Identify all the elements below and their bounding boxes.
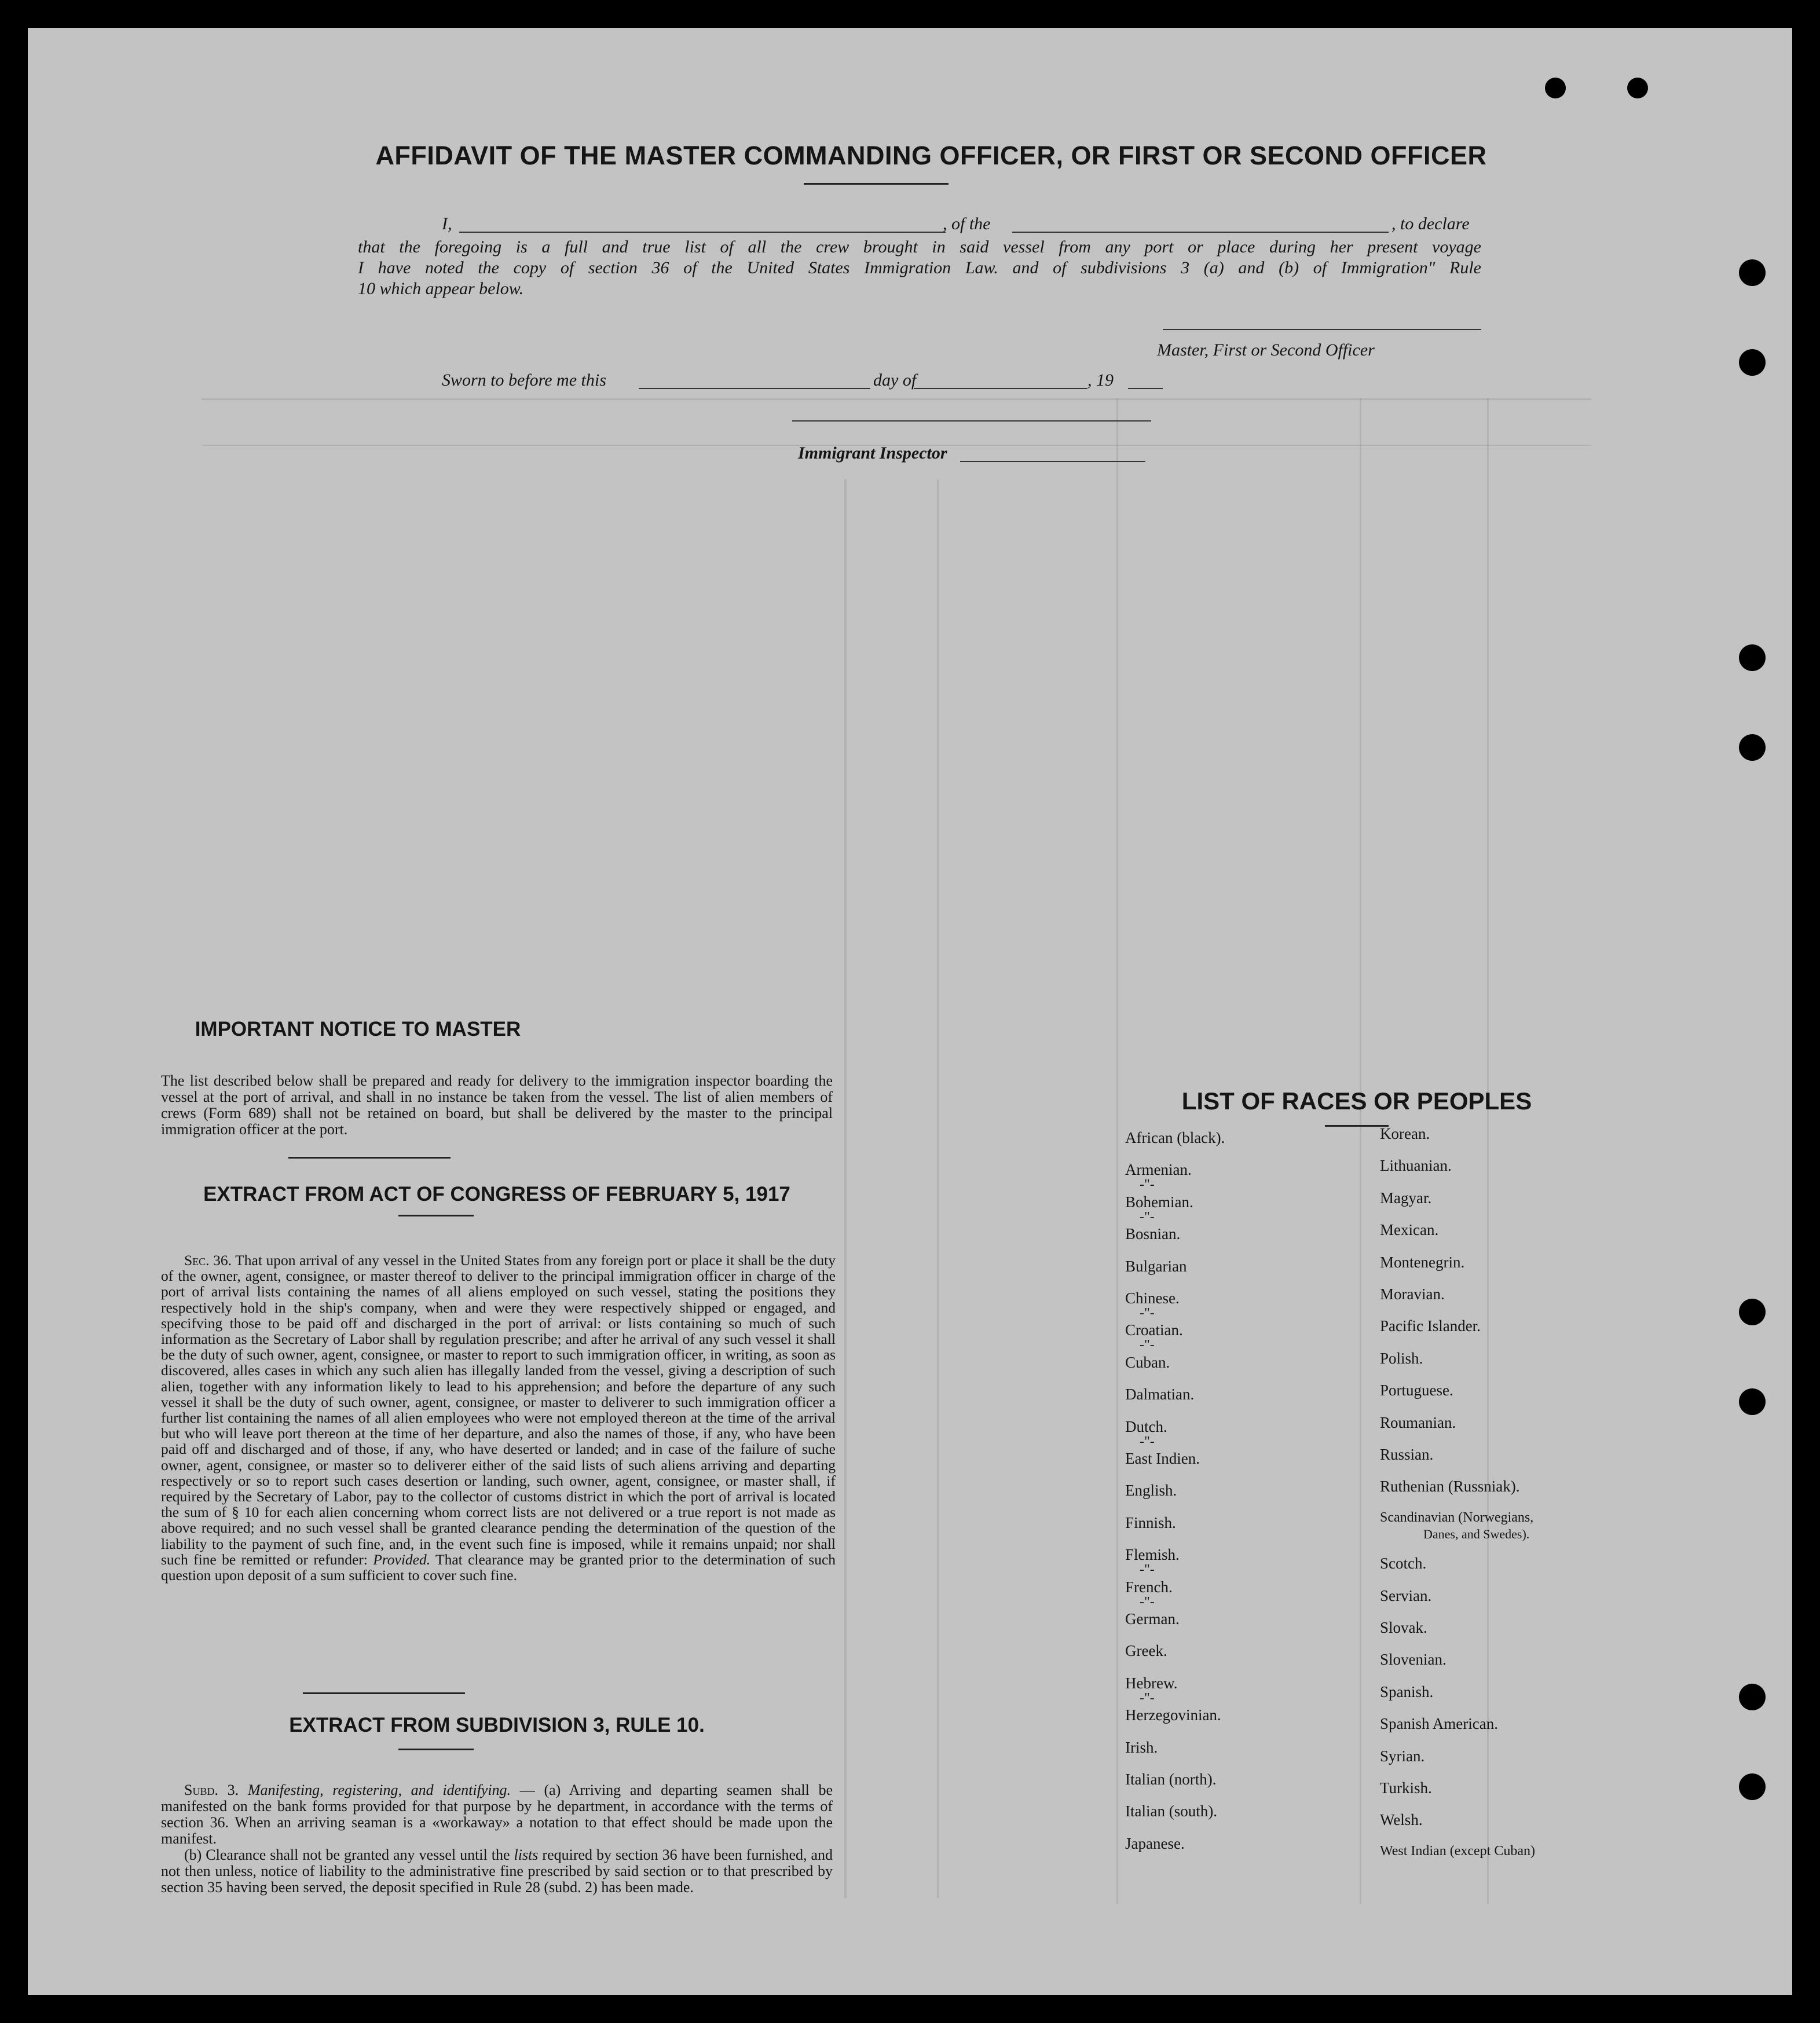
race-item: Slovenian. <box>1380 1651 1447 1669</box>
race-item-continuation: Danes, and Swedes). <box>1423 1526 1530 1541</box>
signature-line <box>1163 329 1481 330</box>
race-item: Mexican. <box>1380 1221 1439 1239</box>
sec-36-body: That upon arrival of any vessel in the United States from any foreign port or place it shall be the duty of the owner, agent, consignee, or master thereof to deliver to the principal immigration officer in charge of the port of arrival lists containing the names of all aliens employed on such vessel, stating the positions they respectively hold in the ship's company, when and were they were respectively shipped or engaged, and specifving those to be paid off and discharged in the port of arrival: or lists containing so much of such information as the Secretary of Labor shall by regulation prescribe; and after he arrival of any such vessel it shall be the duty of such owner, agent, consignee, or master to report to such immigration officer, in writing, as soon as discovered, alles cases in which any such alien has illegally landed from the vessel, giving a description of such alien, together with any information likely to lead to his apprehension; and before the departure of any such vessel it shall be the duty of such owner, agent, consignee, or master to deliverer to such immigration officer a further list containing the names of all alien employees who were not employed thereon at the time of the arrival but who will leave port thereon at the time of her departure, and also the names of those, if any, who have been paid off and discharged and of those, if any, who have deserted or landed; and in case of the failure of suche owner, agent, consignee, or master so to deliverer either of the said lists of such aliens arriving and departing respectively or so to report such cases desertion or landing, such owner, agent, consignee, or master shall, if required by the Secretary of Labor, pay to the collector of customs district in which the port of arrival is located the sum of § 10 for each alien concerning whom correct lists are not delivered or a true report is not made as above required; and no such vessel shall be granted clearance pending the determination of the question of the liability to the payment of such fine, and, in the event such fine is imposed, while it remains unpaid; nor shall such fine be remitted or refunder: <box>161 1252 836 1568</box>
race-item: French. <box>1125 1578 1173 1596</box>
ditto-mark: -"- <box>1140 1209 1155 1225</box>
punch-hole <box>1739 1684 1766 1710</box>
race-item: Greek. <box>1125 1642 1167 1660</box>
race-item: Italian (north). <box>1125 1771 1217 1788</box>
race-item: Pacific Islander. <box>1380 1317 1481 1335</box>
race-item: Moravian. <box>1380 1285 1445 1303</box>
affidavit-of-the: , of the <box>943 214 991 233</box>
punch-hole <box>1739 1773 1766 1800</box>
extract-rule-title: EXTRACT FROM SUBDIVISION 3, RULE 10. <box>289 1714 705 1736</box>
race-item: Japanese. <box>1125 1834 1185 1852</box>
extract-act-text <box>161 1252 836 1583</box>
race-item: Montenegrin. <box>1380 1253 1465 1271</box>
race-item: Bohemian. <box>1125 1193 1193 1211</box>
subd-heading: Manifesting, registering, and identifying. <box>247 1782 511 1798</box>
race-item: Ruthenian (Russniak). <box>1380 1478 1520 1496</box>
title-underline <box>804 183 949 185</box>
inspector-line-top <box>792 420 1151 422</box>
ditto-mark: -"- <box>1140 1434 1155 1449</box>
race-item: Chinese. <box>1125 1289 1180 1307</box>
race-item: Bulgarian <box>1125 1257 1187 1275</box>
race-item: Portuguese. <box>1380 1381 1453 1399</box>
race-item: Irish. <box>1125 1738 1158 1756</box>
name-line <box>459 232 946 233</box>
bleed-rule <box>202 398 1591 400</box>
signature-label: Master, First or Second Officer <box>1157 340 1375 360</box>
notice-text: The list described below shall be prepared and ready for delivery to the immigration inspector boarding the vessel at the port of arrival, and shall in no instance be taken from the vessel. The list of alien members of crews (Form 689) shall not be retained on board, but shall be delivered by the master to the principal immigration officer at the port. <box>161 1072 833 1138</box>
race-item: West Indian (except Cuban) <box>1380 1843 1535 1859</box>
race-item: Dalmatian. <box>1125 1386 1195 1403</box>
inspector-label: Immigrant Inspector <box>798 444 947 463</box>
punch-hole <box>1739 734 1766 761</box>
subd-text-b-end: required by section 36 have been furnished, and not then unless, notice of liability to the administrative fine prescribed by said section or to that prescribed by section 35 having been served, the deposit specified in Rule 28 (subd. 2) has been made. <box>161 1846 833 1896</box>
race-item: Flemish. <box>1125 1546 1180 1564</box>
sworn-year-prefix: , 19 <box>1087 371 1114 390</box>
races-title: LIST OF RACES OR PEOPLES <box>1181 1087 1532 1115</box>
race-item: Herzegovinian. <box>1125 1706 1221 1724</box>
affidavit-i-label: I, <box>442 214 452 233</box>
race-item: Syrian. <box>1380 1747 1425 1765</box>
extract-rule-underline <box>398 1749 474 1750</box>
race-item: Spanish American. <box>1380 1715 1498 1733</box>
bleed-column <box>1360 398 1361 1904</box>
races-underline <box>1325 1125 1389 1127</box>
ditto-mark: -"- <box>1140 1337 1155 1353</box>
subd-label: Subd. 3. <box>184 1782 239 1798</box>
race-item: Korean. <box>1380 1125 1430 1142</box>
extract-act-title: EXTRACT FROM ACT OF CONGRESS OF FEBRUARY 5, 1917 <box>203 1183 790 1205</box>
race-item: Turkish. <box>1380 1779 1432 1797</box>
provided-word: Provided. <box>373 1551 431 1568</box>
race-item: Cuban. <box>1125 1353 1170 1371</box>
race-item: English. <box>1125 1482 1177 1500</box>
sec-label: Sec. 36. <box>184 1252 232 1269</box>
ditto-mark: -"- <box>1140 1690 1155 1706</box>
bleed-column <box>1487 398 1489 1904</box>
punch-hole <box>1627 78 1648 98</box>
punch-hole <box>1739 349 1766 376</box>
punch-hole <box>1739 1388 1766 1415</box>
sworn-label: Sworn to before me this <box>442 371 606 390</box>
lists-word: lists <box>514 1846 539 1863</box>
sworn-month-line <box>914 388 1087 389</box>
race-item: Magyar. <box>1380 1189 1432 1207</box>
notice-divider <box>288 1157 451 1159</box>
race-item: African (black). <box>1125 1129 1225 1146</box>
bleed-column <box>1116 398 1118 1904</box>
affidavit-line-2: I have noted the copy of section 36 of the United States Immigration Law. and of subdivisions 3 (a) and (b) of Immigration" Rule <box>358 258 1481 277</box>
race-item: Bosnian. <box>1125 1225 1181 1243</box>
race-item: East Indien. <box>1125 1450 1200 1467</box>
ditto-mark: -"- <box>1140 1177 1155 1193</box>
race-item: Lithuanian. <box>1380 1157 1452 1175</box>
sec-36-end: That clearance may be granted prior to the determination of such question upon deposit of a sum sufficient to cover such fine. <box>161 1551 836 1584</box>
race-item: Russian. <box>1380 1446 1434 1463</box>
ditto-mark: -"- <box>1140 1562 1155 1578</box>
sworn-year-line <box>1128 388 1163 389</box>
punch-hole <box>1739 259 1766 286</box>
ditto-mark: -"- <box>1140 1594 1155 1610</box>
vessel-line <box>1012 232 1389 233</box>
affidavit-to-declare: , to declare <box>1391 214 1470 233</box>
race-item: Roumanian. <box>1380 1413 1456 1431</box>
punch-hole <box>1739 644 1766 671</box>
punch-hole <box>1739 1299 1766 1325</box>
inspector-signature-line <box>960 461 1145 462</box>
affidavit-line-1: that the foregoing is a full and true list of all the crew brought in said vessel from any port or place during her present voyage <box>358 237 1481 256</box>
manifest-page <box>28 28 1792 1995</box>
extract-act-divider <box>303 1692 465 1694</box>
affidavit-line-3: 10 which appear below. <box>358 279 524 298</box>
race-item: Dutch. <box>1125 1417 1167 1435</box>
race-item: Scotch. <box>1380 1555 1427 1573</box>
affidavit-title: AFFIDAVIT OF THE MASTER COMMANDING OFFICER, OR FIRST OR SECOND OFFICER <box>375 141 1487 170</box>
extract-act-underline <box>398 1215 474 1216</box>
bleed-column <box>937 479 939 1898</box>
race-item: Italian (south). <box>1125 1802 1217 1820</box>
race-item: Polish. <box>1380 1349 1423 1367</box>
race-item: German. <box>1125 1610 1180 1628</box>
sworn-day-of: day of <box>873 371 917 390</box>
race-item: Slovak. <box>1380 1619 1427 1636</box>
extract-rule-text <box>161 1782 833 1896</box>
race-item: Finnish. <box>1125 1513 1176 1531</box>
sworn-day-line <box>639 388 870 389</box>
race-item: Welsh. <box>1380 1811 1423 1829</box>
race-item: Croatian. <box>1125 1321 1183 1339</box>
subd-text-b-start: (b) Clearance shall not be granted any vessel until the <box>184 1846 510 1863</box>
subd-text-a: — (a) Arriving and departing seamen shall be manifested on the bank forms provided for that purpose by he department, in accordance with the terms of section 36. When an arriving seaman is a «workaway» a notation to that effect should be made upon the manifest. <box>161 1782 833 1847</box>
race-item: Servian. <box>1380 1586 1432 1604</box>
notice-title: IMPORTANT NOTICE TO MASTER <box>195 1018 521 1040</box>
ditto-mark: -"- <box>1140 1306 1155 1321</box>
race-item: Armenian. <box>1125 1161 1192 1179</box>
punch-hole <box>1545 78 1566 98</box>
race-item: Scandinavian (Norwegians, <box>1380 1509 1534 1525</box>
race-item: Spanish. <box>1380 1683 1434 1701</box>
race-item: Hebrew. <box>1125 1674 1178 1692</box>
